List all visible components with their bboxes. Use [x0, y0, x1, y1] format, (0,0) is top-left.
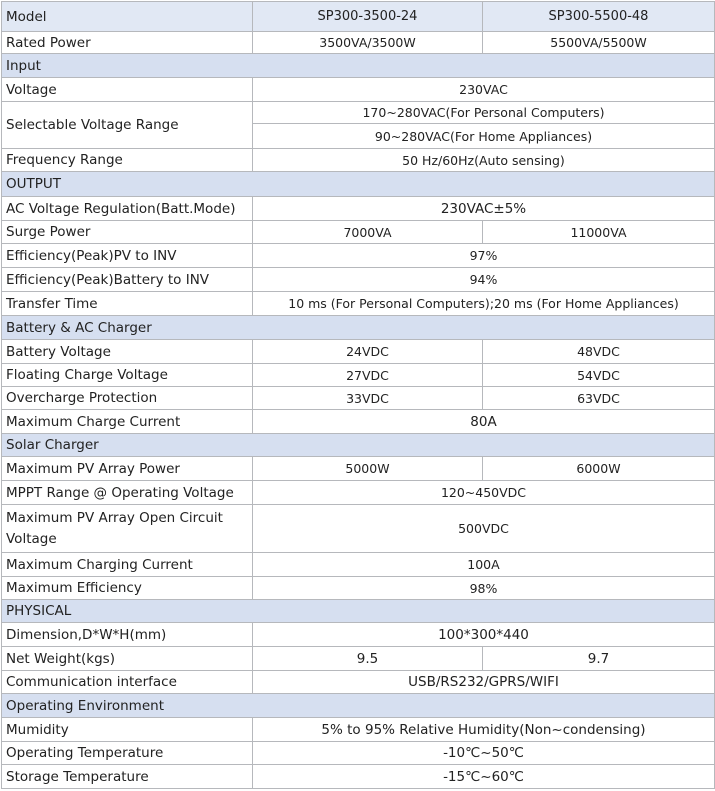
surge-value-1: 7000VA	[253, 221, 483, 244]
floating-value-1: 27VDC	[253, 364, 483, 387]
storage-temp-value: -15℃~60℃	[253, 765, 715, 789]
selectable-range-value-1: 170~280VAC(For Personal Computers)	[253, 102, 715, 124]
weight-value-2: 9.7	[483, 647, 715, 671]
section-output	[2, 172, 715, 197]
storage-temp-row	[2, 765, 715, 789]
comm-label: Communication interface	[2, 671, 253, 694]
transfer-value: 10 ms (For Personal Computers);20 ms (For Home Appliances)	[253, 292, 715, 316]
overcharge-value-2: 63VDC	[483, 387, 715, 410]
overcharge-label: Overcharge Protection	[2, 387, 253, 410]
open-circuit-row	[2, 505, 715, 553]
section-battery	[2, 316, 715, 340]
section-solar	[2, 434, 715, 457]
mppt-row	[2, 481, 715, 505]
humidity-value: 5% to 95% Relative Humidity(Non~condensing)	[253, 718, 715, 742]
section-physical-header: PHYSICAL	[2, 600, 715, 623]
op-temp-value: -10℃~50℃	[253, 742, 715, 765]
max-efficiency-row	[2, 577, 715, 600]
model-label: Model	[2, 2, 253, 32]
input-voltage-label: Voltage	[2, 78, 253, 102]
charging-current-row	[2, 553, 715, 577]
mppt-label: MPPT Range @ Operating Voltage	[2, 481, 253, 505]
charging-current-value: 100A	[253, 553, 715, 577]
max-charge-current-label: Maximum Charge Current	[2, 410, 253, 434]
surge-value-2: 11000VA	[483, 221, 715, 244]
pv-power-value-2: 6000W	[483, 457, 715, 481]
section-output-header: OUTPUT	[2, 172, 715, 197]
battery-voltage-row	[2, 340, 715, 364]
surge-row	[2, 221, 715, 244]
max-efficiency-value: 98%	[253, 577, 715, 600]
surge-label: Surge Power	[2, 221, 253, 244]
max-charge-current-value: 80A	[253, 410, 715, 434]
charging-current-label: Maximum Charging Current	[2, 553, 253, 577]
section-input	[2, 54, 715, 78]
ac-regulation-row	[2, 197, 715, 221]
max-charge-current-row	[2, 410, 715, 434]
floating-label: Floating Charge Voltage	[2, 364, 253, 387]
dimension-value: 100*300*440	[253, 623, 715, 647]
rated-power-value-1: 3500VA/3500W	[253, 32, 483, 54]
ac-regulation-value: 230VAC±5%	[253, 197, 715, 221]
selectable-range-row	[2, 102, 715, 124]
humidity-row	[2, 718, 715, 742]
section-environment	[2, 694, 715, 718]
pv-power-label: Maximum PV Array Power	[2, 457, 253, 481]
storage-temp-label: Storage Temperature	[2, 765, 253, 789]
humidity-label: Mumidity	[2, 718, 253, 742]
dimension-row	[2, 623, 715, 647]
battery-voltage-label: Battery Voltage	[2, 340, 253, 364]
eff-batt-label: Efficiency(Peak)Battery to INV	[2, 268, 253, 292]
selectable-range-label: Selectable Voltage Range	[2, 102, 253, 149]
frequency-row	[2, 149, 715, 172]
input-voltage-row	[2, 78, 715, 102]
eff-pv-value: 97%	[253, 244, 715, 268]
op-temp-row	[2, 742, 715, 765]
frequency-label: Frequency Range	[2, 149, 253, 172]
op-temp-label: Operating Temperature	[2, 742, 253, 765]
max-efficiency-label: Maximum Efficiency	[2, 577, 253, 600]
eff-batt-row	[2, 268, 715, 292]
overcharge-row	[2, 387, 715, 410]
open-circuit-value: 500VDC	[253, 505, 715, 553]
overcharge-value-1: 33VDC	[253, 387, 483, 410]
rated-power-value-2: 5500VA/5500W	[483, 32, 715, 54]
comm-row	[2, 671, 715, 694]
mppt-value: 120~450VDC	[253, 481, 715, 505]
transfer-label: Transfer Time	[2, 292, 253, 316]
eff-pv-label: Efficiency(Peak)PV to INV	[2, 244, 253, 268]
frequency-value: 50 Hz/60Hz(Auto sensing)	[253, 149, 715, 172]
model-1: SP300-3500-24	[253, 2, 483, 32]
battery-voltage-value-1: 24VDC	[253, 340, 483, 364]
selectable-range-value-2: 90~280VAC(For Home Appliances)	[253, 124, 715, 149]
section-environment-header: Operating Environment	[2, 694, 715, 718]
floating-row	[2, 364, 715, 387]
transfer-row	[2, 292, 715, 316]
dimension-label: Dimension,D*W*H(mm)	[2, 623, 253, 647]
weight-value-1: 9.5	[253, 647, 483, 671]
eff-pv-row	[2, 244, 715, 268]
section-input-header: Input	[2, 54, 715, 78]
model-row	[2, 2, 715, 32]
eff-batt-value: 94%	[253, 268, 715, 292]
section-battery-header: Battery & AC Charger	[2, 316, 715, 340]
floating-value-2: 54VDC	[483, 364, 715, 387]
rated-power-label: Rated Power	[2, 32, 253, 54]
section-physical	[2, 600, 715, 623]
battery-voltage-value-2: 48VDC	[483, 340, 715, 364]
input-voltage-value: 230VAC	[253, 78, 715, 102]
pv-power-row	[2, 457, 715, 481]
section-solar-header: Solar Charger	[2, 434, 715, 457]
model-2: SP300-5500-48	[483, 2, 715, 32]
ac-regulation-label: AC Voltage Regulation(Batt.Mode)	[2, 197, 253, 221]
spec-table	[1, 1, 715, 789]
comm-value: USB/RS232/GPRS/WIFI	[253, 671, 715, 694]
rated-power-row	[2, 32, 715, 54]
pv-power-value-1: 5000W	[253, 457, 483, 481]
weight-label: Net Weight(kgs)	[2, 647, 253, 671]
open-circuit-label: Maximum PV Array Open Circuit Voltage	[2, 505, 253, 553]
weight-row	[2, 647, 715, 671]
